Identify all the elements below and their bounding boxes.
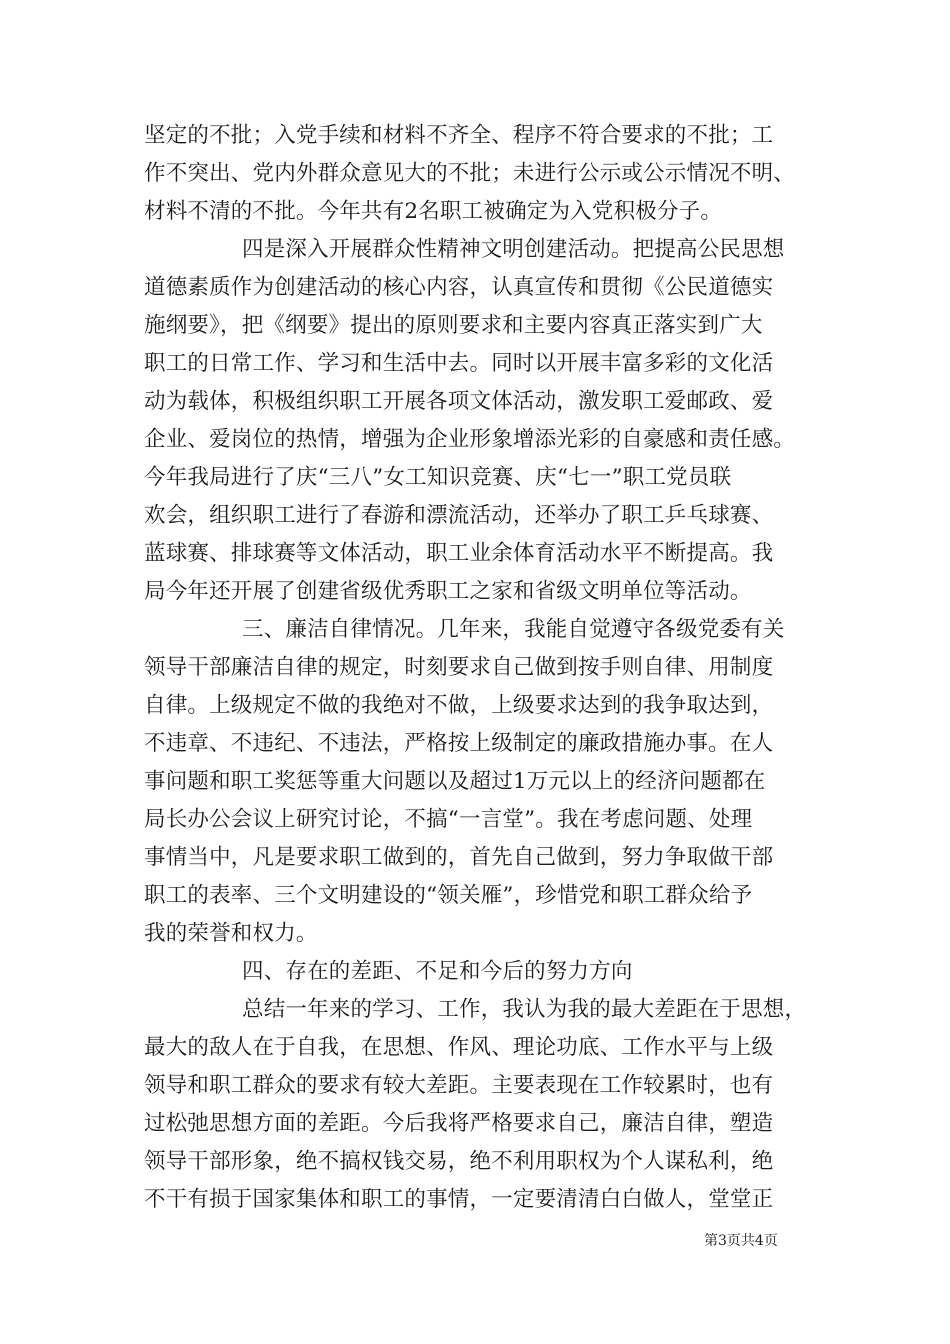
- text-line: 企业、爱岗位的热情，增强为企业形象增添光彩的自豪感和责任感。: [144, 427, 796, 452]
- text-line: 施纲要》，把《纲要》提出的原则要求和主要内容真正落实到广大: [144, 313, 763, 338]
- paragraph-first-line: 四是深入开展群众性精神文明创建活动。把提高公民思想: [242, 237, 785, 262]
- text-line: 事问题和职工奖惩等重大问题以及超过1万元以上的经济问题都在: [144, 769, 766, 794]
- text-line: 蓝球赛、排球赛等文体活动，职工业余体育活动水平不断提高。我: [144, 541, 774, 566]
- text-line: 领导和职工群众的要求有较大差距。主要表现在工作较累时，也有: [144, 1073, 774, 1098]
- page-number-footer: 第3页共4页: [704, 1233, 778, 1249]
- text-line: 自律。上级规定不做的我绝对不做，上级要求达到的我争取达到，: [144, 693, 774, 718]
- text-line: 过松弛思想方面的差距。今后我将严格要求自己，廉洁自律，塑造: [144, 1111, 774, 1136]
- text-line: 领导干部形象，绝不搞权钱交易，绝不利用职权为个人谋私利，绝: [144, 1149, 774, 1174]
- text-line: 动为载体，积极组织职工开展各项文体活动，激发职工爱邮政、爱: [144, 389, 774, 414]
- text-line: 材料不清的不批。今年共有2名职工被确定为入党积极分子。: [144, 199, 723, 224]
- text-line: 不违章、不违纪、不违法，严格按上级制定的廉政措施办事。在人: [144, 731, 774, 756]
- text-line: 局长办公会议上研究讨论，不搞“一言堂”。我在考虑问题、处理: [144, 807, 753, 832]
- text-line: 道德素质作为创建活动的核心内容，认真宣传和贯彻《公民道德实: [144, 275, 774, 300]
- text-line: 领导干部廉洁自律的规定，时刻要求自己做到按手则自律、用制度: [144, 655, 774, 680]
- text-line: 不干有损于国家集体和职工的事情，一定要清清白白做人，堂堂正: [144, 1187, 774, 1212]
- text-line: 职工的表率、三个文明建设的“领关雁”，珍惜党和职工群众给予: [144, 883, 753, 908]
- text-line: 作不突出、党内外群众意见大的不批；未进行公示或公示情况不明、: [144, 161, 796, 186]
- text-line: 我的荣誉和权力。: [144, 921, 318, 946]
- section-heading-4: 四、存在的差距、不足和今后的努力方向: [242, 959, 633, 984]
- text-line: 局今年还开展了创建省级优秀职工之家和省级文明单位等活动。: [144, 579, 752, 604]
- text-line: 职工的日常工作、学习和生活中去。同时以开展丰富多彩的文化活: [144, 351, 774, 376]
- section-heading-3: 三、廉洁自律情况。几年来，我能自觉遵守各级党委有关: [242, 617, 785, 642]
- text-line: 最大的敌人在于自我，在思想、作风、理论功底、工作水平与上级: [144, 1035, 774, 1060]
- text-line: 今年我局进行了庆“三八”女工知识竞赛、庆“七一”职工党员联: [144, 465, 732, 490]
- text-line: 坚定的不批；入党手续和材料不齐全、程序不符合要求的不批；工: [144, 123, 774, 148]
- text-line: 事情当中，凡是要求职工做到的，首先自己做到，努力争取做干部: [144, 845, 774, 870]
- text-line: 欢会，组织职工进行了春游和漂流活动，还举办了职工乒乓球赛、: [144, 503, 774, 528]
- paragraph-first-line: 总结一年来的学习、工作，我认为我的最大差距在于思想，: [242, 997, 807, 1022]
